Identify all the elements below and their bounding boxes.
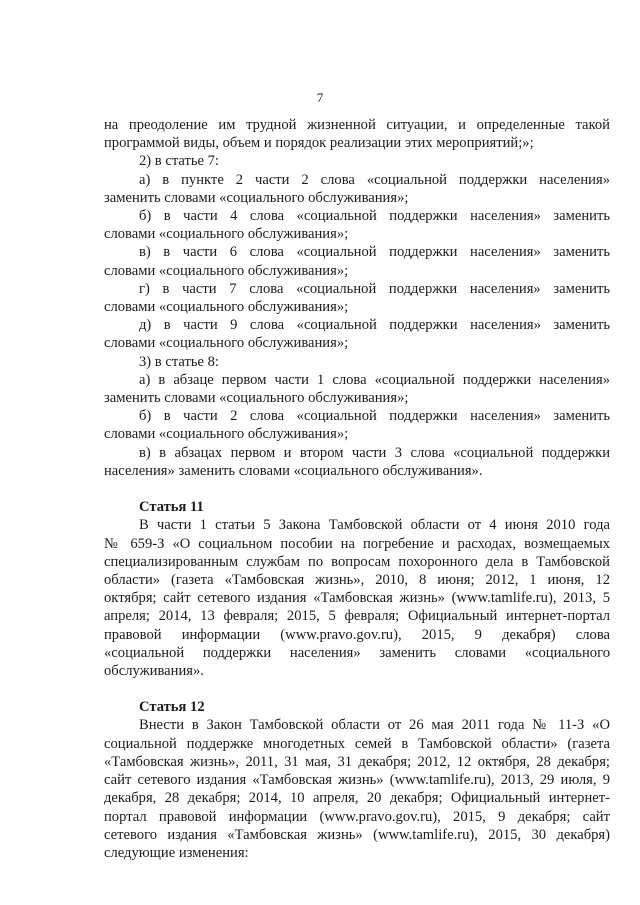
text-line: обслуживания». [104, 663, 204, 680]
text-line: словами «социального обслуживания»; [104, 299, 349, 316]
paragraph-gap [104, 680, 610, 698]
text-line: декабря, 28 декабря; 2014, 10 апреля, 20 декабря; Официальный интернет- [104, 790, 610, 807]
document-body [104, 116, 610, 862]
text-line: б) в части 4 слова «социальной поддержки населения» заменить [139, 208, 610, 225]
text-line: сайт сетевого издания «Тамбовская жизнь» (www.tamlife.ru), 2013, 29 июля, 9 [104, 772, 610, 789]
text-line: социальной поддержке многодетных семей в Тамбовской области» (газета [104, 735, 610, 752]
article-11-heading: Статья 11 [139, 499, 204, 516]
text-line: апреля; 2014, 13 февраля; 2015, 5 февраля; Официальный интернет-портал [104, 608, 610, 625]
text-line: на преодоление им трудной жизненной ситуации, и определенные такой [104, 117, 610, 133]
page-number: 7 [316, 90, 324, 105]
text-line: программой виды, объем и порядок реализации этих мероприятий;»; [104, 135, 534, 152]
text-line: словами «социального обслуживания»; [104, 262, 349, 279]
text-line: области» (газета «Тамбовская жизнь», 2010, 8 июня; 2012, 1 июня, 12 [104, 572, 610, 589]
text-line: в) в абзацах первом и втором части 3 слова «социальной поддержки [139, 444, 610, 461]
text-line: «Тамбовская жизнь», 2011, 31 мая, 31 декабря; 2012, 12 октября, 28 декабря; [104, 753, 610, 770]
text-line: в) в части 6 слова «социальной поддержки населения» заменить [139, 244, 610, 261]
text-line: портал правовой информации (www.pravo.gov.ru), 2015, 9 декабря; сайт [104, 808, 610, 825]
text-line: № 659-З «О социальном пособии на погребение и расходах, возмещаемых [104, 535, 610, 552]
text-line: 2) в статье 7: [139, 153, 219, 170]
text-line: словами «социального обслуживания»; [104, 426, 349, 443]
text-line: 3) в статье 8: [139, 353, 219, 370]
text-line: сетевого издания «Тамбовская жизнь» (www.tamlife.ru), 2015, 30 декабря) [104, 826, 610, 843]
text-line: заменить словами «социального обслуживания»; [104, 390, 409, 407]
text-line: а) в абзаце первом части 1 слова «социальной поддержки населения» [139, 371, 610, 388]
paragraph-gap [104, 480, 610, 498]
text-line: словами «социального обслуживания»; [104, 335, 349, 352]
text-line: правовой информации (www.pravo.gov.ru), 2015, 9 декабря) слова [104, 626, 610, 643]
text-line: а) в пункте 2 части 2 слова «социальной поддержки населения» [139, 171, 610, 188]
text-line: населения» заменить словами «социального обслуживания». [104, 462, 483, 479]
text-line: Внести в Закон Тамбовской области от 26 мая 2011 года № 11-З «О [139, 717, 610, 734]
text-line: д) в части 9 слова «социальной поддержки населения» заменить [139, 317, 610, 334]
text-line: «социальной поддержки населения» заменить словами «социального [104, 644, 610, 661]
text-line: заменить словами «социального обслуживания»; [104, 189, 409, 206]
text-line: специализированным службам по вопросам похоронного дела в Тамбовской [104, 553, 610, 570]
text-line: г) в части 7 слова «социальной поддержки населения» заменить [139, 280, 610, 297]
text-line: следующие изменения: [104, 844, 249, 861]
article-12-heading: Статья 12 [139, 699, 205, 716]
text-line: октября; сайт сетевого издания «Тамбовская жизнь» (www.tamlife.ru), 2013, 5 [104, 590, 610, 607]
text-line: В части 1 статьи 5 Закона Тамбовской области от 4 июня 2010 года [139, 517, 610, 534]
text-line: б) в части 2 слова «социальной поддержки населения» заменить [139, 408, 610, 425]
text-line: словами «социального обслуживания»; [104, 226, 349, 243]
